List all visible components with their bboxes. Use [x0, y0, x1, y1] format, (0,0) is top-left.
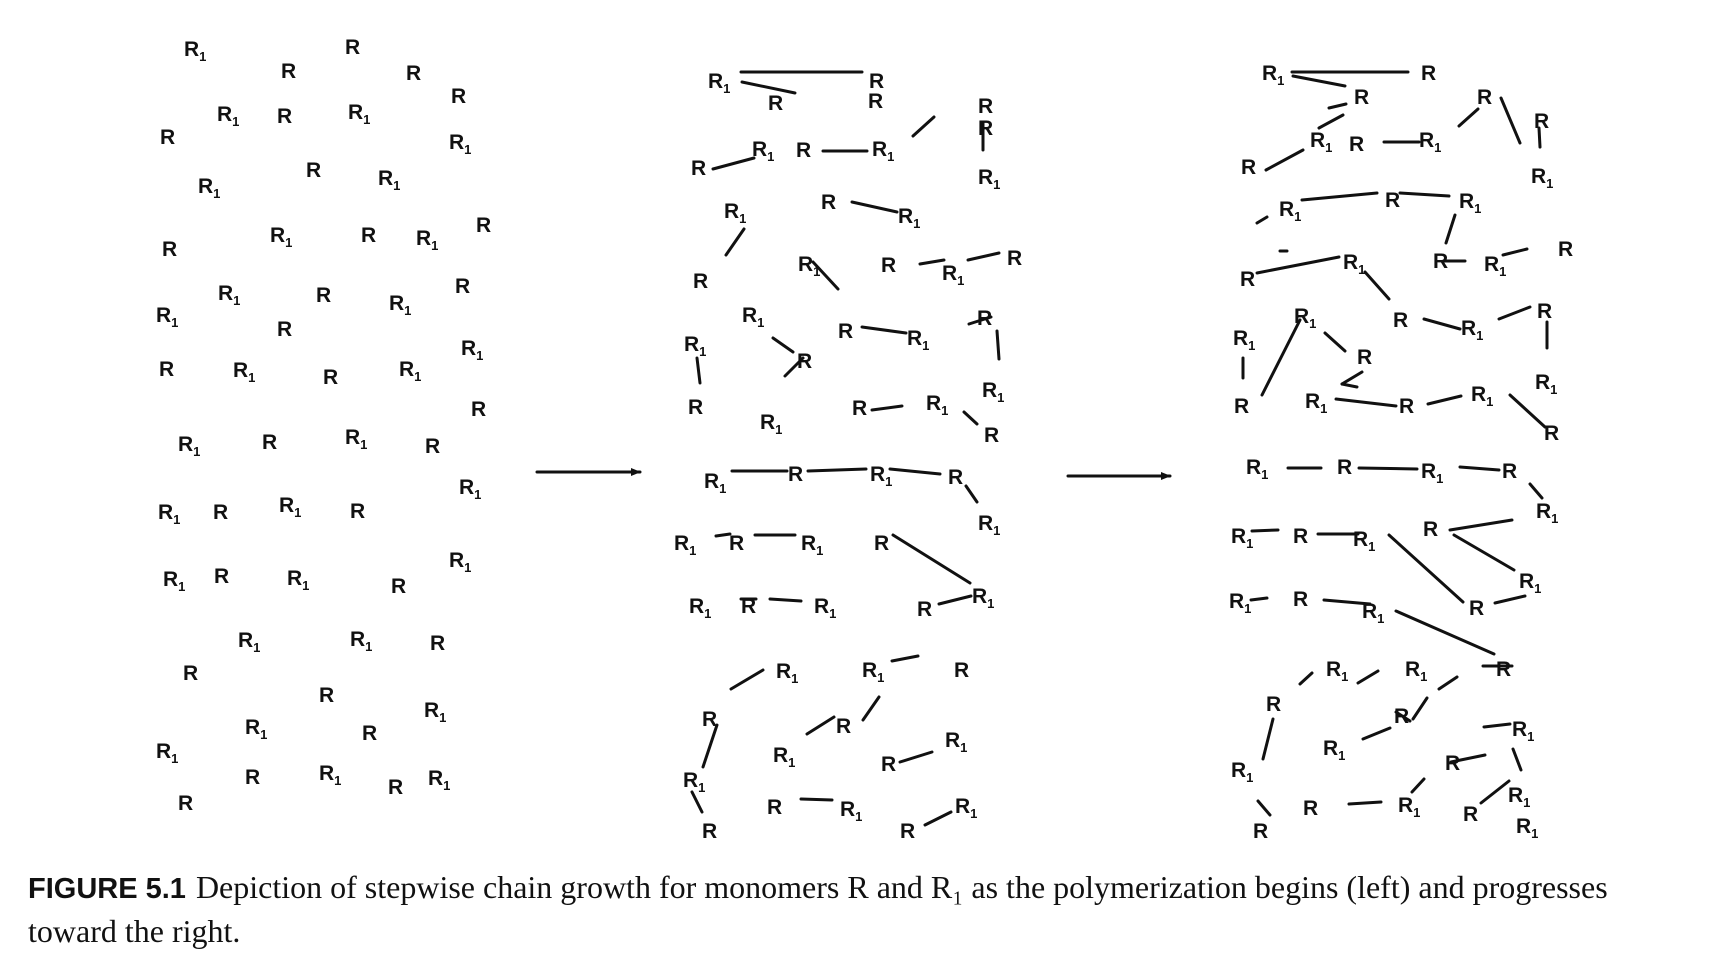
monomer-r-label: R	[350, 500, 366, 523]
bond-line	[773, 338, 793, 352]
bond-line	[939, 596, 971, 604]
monomer-r-label: R	[978, 95, 994, 118]
monomer-r-label: R	[262, 431, 278, 454]
bond-line	[731, 670, 763, 689]
bond-line	[1460, 467, 1499, 470]
monomer-r-label: R	[1534, 110, 1550, 133]
monomer-r1-label: $R_1$	[1461, 317, 1484, 343]
monomer-r-label: R	[455, 275, 471, 298]
monomer-r-label: R	[214, 565, 230, 588]
monomer-r-label: R	[1433, 250, 1449, 273]
monomer-r1-label: $R_1$	[955, 795, 978, 821]
monomer-r-label: R	[323, 366, 339, 389]
monomer-r1-label: $R_1$	[449, 131, 472, 157]
bond-line	[1252, 530, 1278, 531]
monomer-r1-label: $R_1$	[1362, 600, 1385, 626]
monomer-r1-label: $R_1$	[345, 426, 368, 452]
bond-line	[1251, 598, 1267, 600]
monomer-r-label: R	[306, 159, 322, 182]
caption-text: Depiction of stepwise chain growth for monomers R and R₁ as the polymerization begins (left) and progresses toward the right.	[28, 869, 1608, 949]
monomer-r-label: R	[691, 157, 707, 180]
monomer-r1-label: $R_1$	[945, 729, 968, 755]
monomer-r-label: R	[277, 105, 293, 128]
monomer-r-label: R	[1537, 300, 1553, 323]
monomer-r-label: R	[391, 575, 407, 598]
bond-line	[1450, 520, 1512, 530]
bond-line	[1389, 535, 1463, 602]
monomer-r-label: R	[1240, 268, 1256, 291]
monomer-r1-label: $R_1$	[724, 200, 747, 226]
monomer-r1-label: $R_1$	[178, 433, 201, 459]
monomer-r1-label: $R_1$	[424, 699, 447, 725]
monomer-r1-label: $R_1$	[1531, 165, 1554, 191]
bond-line	[807, 717, 834, 734]
monomer-r-label: R	[836, 715, 852, 738]
monomer-r1-label: $R_1$	[238, 629, 261, 655]
monomer-r1-label: $R_1$	[156, 304, 179, 330]
bond-line	[1258, 801, 1270, 815]
bond-line	[925, 812, 951, 825]
monomer-r1-label: $R_1$	[1279, 198, 1302, 224]
bond-line	[920, 260, 944, 264]
bond-line	[801, 799, 832, 800]
monomer-r-label: R	[361, 224, 377, 247]
bond-line	[1359, 468, 1417, 469]
monomer-r1-label: $R_1$	[942, 262, 965, 288]
bond-line	[716, 534, 730, 536]
panel-short-chains	[674, 70, 1022, 843]
bond-line	[964, 412, 977, 424]
bond-line	[1342, 372, 1362, 384]
monomer-r1-label: $R_1$	[926, 392, 949, 418]
bond-line	[1349, 802, 1381, 804]
monomer-r1-label: $R_1$	[1246, 456, 1269, 482]
monomer-r1-label: $R_1$	[776, 660, 799, 686]
bond-line	[913, 117, 934, 136]
monomer-r1-label: $R_1$	[674, 532, 697, 558]
bond-line	[1325, 333, 1345, 351]
bond-line	[1510, 395, 1545, 427]
monomer-r1-label: $R_1$	[198, 175, 221, 201]
bond-line	[892, 656, 918, 661]
monomer-r1-label: $R_1$	[1262, 62, 1285, 88]
monomer-r-label: R	[316, 284, 332, 307]
monomer-r1-label: $R_1$	[233, 359, 256, 385]
monomer-r1-label: $R_1$	[814, 595, 837, 621]
bond-line	[966, 486, 977, 502]
monomer-r-label: R	[1463, 803, 1479, 826]
bond-line	[968, 253, 999, 260]
bond-line	[1439, 677, 1457, 689]
monomer-r-label: R	[345, 36, 361, 59]
bond-line	[703, 725, 717, 767]
bond-line	[1481, 781, 1509, 803]
monomer-r-label: R	[406, 62, 422, 85]
bond-line	[1499, 307, 1530, 319]
monomer-r1-label: $R_1$	[245, 716, 268, 742]
monomer-r1-label: $R_1$	[416, 227, 439, 253]
monomer-r-label: R	[693, 270, 709, 293]
monomer-r-label: R	[1354, 86, 1370, 109]
monomer-r1-label: $R_1$	[982, 379, 1005, 405]
bond-line	[1302, 193, 1377, 200]
monomer-r1-label: $R_1$	[1343, 251, 1366, 277]
monomer-r-label: R	[1357, 346, 1373, 369]
bond-line	[997, 331, 999, 359]
monomer-r1-label: $R_1$	[217, 103, 240, 129]
monomer-r-label: R	[881, 254, 897, 277]
monomer-r-label: R	[821, 191, 837, 214]
monomer-r1-label: $R_1$	[742, 304, 765, 330]
monomer-r1-label: $R_1$	[1536, 500, 1559, 526]
monomer-r-label: R	[729, 532, 745, 555]
monomer-r1-label: $R_1$	[348, 101, 371, 127]
bond-line	[1428, 396, 1461, 404]
bond-line	[1319, 115, 1343, 128]
monomer-r1-label: $R_1$	[773, 744, 796, 770]
monomer-r-label: R	[476, 214, 492, 237]
bond-line	[1262, 320, 1300, 395]
monomer-r1-label: $R_1$	[862, 659, 885, 685]
monomer-r-label: R	[1253, 820, 1269, 843]
monomer-r1-label: $R_1$	[840, 798, 863, 824]
monomer-r1-label: $R_1$	[798, 253, 821, 279]
monomer-r-label: R	[797, 350, 813, 373]
monomer-r1-label: $R_1$	[1459, 190, 1482, 216]
monomer-r-label: R	[388, 776, 404, 799]
monomer-r1-label: $R_1$	[428, 767, 451, 793]
monomer-r-label: R	[1293, 525, 1309, 548]
monomer-r-label: R	[245, 766, 261, 789]
monomer-r1-label: $R_1$	[1535, 371, 1558, 397]
monomer-r-label: R	[1399, 395, 1415, 418]
monomer-r1-label: $R_1$	[378, 167, 401, 193]
monomer-r-label: R	[1445, 752, 1461, 775]
monomer-r1-label: $R_1$	[1294, 305, 1317, 331]
monomer-r-label: R	[1544, 422, 1560, 445]
monomer-r1-label: $R_1$	[1353, 528, 1376, 554]
monomer-r1-label: $R_1$	[1231, 759, 1254, 785]
monomer-r1-label: $R_1$	[978, 166, 1001, 192]
monomer-r-label: R	[796, 139, 812, 162]
monomer-r-label: R	[1385, 189, 1401, 212]
monomer-r-label: R	[1007, 247, 1023, 270]
monomer-r-label: R	[159, 358, 175, 381]
monomer-r-label: R	[1241, 156, 1257, 179]
monomer-r-label: R	[900, 820, 916, 843]
monomer-r1-label: $R_1$	[872, 138, 895, 164]
monomer-r1-label: $R_1$	[218, 282, 241, 308]
monomer-r-label: R	[1234, 395, 1250, 418]
monomer-r1-label: $R_1$	[1231, 525, 1254, 551]
monomer-r-label: R	[281, 60, 297, 83]
bond-line	[713, 158, 754, 169]
bond-line	[893, 535, 970, 583]
monomer-r-label: R	[160, 126, 176, 149]
monomer-r1-label: $R_1$	[1305, 390, 1328, 416]
monomer-r-label: R	[277, 318, 293, 341]
monomer-r1-label: $R_1$	[287, 567, 310, 593]
monomer-r1-label: $R_1$	[907, 327, 930, 353]
monomer-r1-label: $R_1$	[156, 740, 179, 766]
monomer-r1-label: $R_1$	[870, 463, 893, 489]
monomer-r-label: R	[984, 424, 1000, 447]
bond-line	[1424, 319, 1460, 329]
bond-line	[1454, 535, 1514, 570]
monomer-r1-label: $R_1$	[350, 628, 373, 654]
monomer-r-label: R	[1337, 456, 1353, 479]
bond-line	[726, 229, 744, 255]
monomer-r-label: R	[162, 238, 178, 261]
monomer-r-label: R	[471, 398, 487, 421]
monomer-r1-label: $R_1$	[1421, 460, 1444, 486]
monomer-r-label: R	[1349, 133, 1365, 156]
monomer-r-label: R	[1423, 518, 1439, 541]
monomer-r1-label: $R_1$	[1484, 253, 1507, 279]
bond-line	[862, 327, 906, 333]
bond-line	[900, 752, 932, 762]
bond-line	[1446, 215, 1455, 243]
monomer-r1-label: $R_1$	[184, 38, 207, 64]
monomer-r1-label: $R_1$	[1512, 718, 1535, 744]
bond-line	[1300, 673, 1312, 684]
bond-line	[1257, 257, 1339, 273]
monomer-r-label: R	[881, 753, 897, 776]
monomer-r1-label: $R_1$	[1405, 658, 1428, 684]
monomer-r-label: R	[1469, 597, 1485, 620]
monomer-r1-label: $R_1$	[158, 501, 181, 527]
monomer-r1-label: $R_1$	[389, 292, 412, 318]
monomer-r-label: R	[1502, 460, 1518, 483]
bond-line	[1342, 384, 1357, 387]
bond-line	[1263, 719, 1273, 759]
monomer-r-label: R	[852, 397, 868, 420]
monomer-r-label: R	[838, 320, 854, 343]
monomer-r1-label: $R_1$	[752, 138, 775, 164]
monomer-r-label: R	[425, 435, 441, 458]
monomer-r-label: R	[1394, 705, 1410, 728]
monomer-r1-label: $R_1$	[163, 568, 186, 594]
monomer-r-label: R	[767, 796, 783, 819]
monomer-r1-label: $R_1$	[708, 70, 731, 96]
bond-line	[697, 358, 700, 383]
panel-initial-monomers	[156, 36, 491, 815]
monomer-r-label: R	[1421, 62, 1437, 85]
bond-line	[890, 469, 940, 474]
bond-line	[1459, 109, 1478, 126]
monomer-r1-label: $R_1$	[683, 769, 706, 795]
monomer-r1-label: $R_1$	[1229, 590, 1252, 616]
monomer-r1-label: $R_1$	[1419, 129, 1442, 155]
bond-line	[1358, 671, 1378, 683]
bond-line	[1530, 484, 1542, 498]
bond-line	[692, 792, 702, 812]
monomer-r-label: R	[948, 466, 964, 489]
figure-caption	[28, 866, 1698, 952]
monomer-r-label: R	[178, 792, 194, 815]
bond-line	[1503, 249, 1527, 255]
monomer-r1-label: $R_1$	[399, 358, 422, 384]
monomer-r1-label: $R_1$	[972, 585, 995, 611]
monomer-r1-label: $R_1$	[978, 512, 1001, 538]
bond-line	[863, 697, 879, 720]
monomer-r-label: R	[788, 463, 804, 486]
monomer-r-label: R	[869, 70, 885, 93]
monomer-r-label: R	[741, 595, 757, 618]
monomer-r-label: R	[1496, 658, 1512, 681]
monomer-r-label: R	[702, 820, 718, 843]
bond-line	[1400, 193, 1449, 196]
monomer-r-label: R	[1393, 309, 1409, 332]
monomer-r1-label: $R_1$	[1516, 815, 1539, 841]
monomer-r-label: R	[1266, 693, 1282, 716]
monomer-r-label: R	[977, 307, 993, 330]
monomer-r1-label: $R_1$	[279, 494, 302, 520]
monomer-r1-label: $R_1$	[898, 205, 921, 231]
bond-line	[808, 469, 866, 471]
monomer-r1-label: $R_1$	[1323, 737, 1346, 763]
monomer-r1-label: $R_1$	[1519, 570, 1542, 596]
monomer-r1-label: $R_1$	[449, 549, 472, 575]
monomer-r-label: R	[183, 662, 199, 685]
monomer-r-label: R	[702, 708, 718, 731]
monomer-r1-label: $R_1$	[459, 476, 482, 502]
bond-line	[1266, 150, 1303, 170]
monomer-r1-label: $R_1$	[760, 411, 783, 437]
monomer-r1-label: $R_1$	[684, 333, 707, 359]
monomer-r-label: R	[688, 396, 704, 419]
monomer-r-label: R	[451, 85, 467, 108]
bond-line	[1484, 724, 1510, 727]
panel-longer-chains	[1229, 62, 1573, 843]
monomer-r1-label: $R_1$	[704, 470, 727, 496]
bond-line	[1329, 104, 1346, 108]
monomer-r-label: R	[1558, 238, 1574, 261]
bond-line	[1257, 217, 1267, 223]
monomer-r-label: R	[430, 632, 446, 655]
monomer-r-label: R	[874, 532, 890, 555]
monomer-r1-label: $R_1$	[461, 337, 484, 363]
monomer-r-label: R	[868, 90, 884, 113]
monomer-r-label: R	[978, 117, 994, 140]
monomer-r-label: R	[319, 684, 335, 707]
monomer-r1-label: $R_1$	[1471, 383, 1494, 409]
bond-line	[1412, 779, 1424, 792]
bond-line	[1365, 272, 1389, 299]
bond-line	[1336, 399, 1396, 406]
monomer-r-label: R	[1477, 86, 1493, 109]
monomer-r1-label: $R_1$	[270, 224, 293, 250]
caption-label: FIGURE 5.1	[28, 873, 186, 905]
bond-line	[1501, 98, 1520, 143]
monomer-r-label: R	[1293, 588, 1309, 611]
bond-line	[770, 599, 801, 601]
bond-line	[1413, 698, 1427, 719]
monomer-r1-label: $R_1$	[801, 532, 824, 558]
bond-line	[872, 406, 902, 410]
bond-line	[1513, 749, 1521, 770]
monomer-r-label: R	[1303, 797, 1319, 820]
monomer-r-label: R	[362, 722, 378, 745]
bond-line	[852, 202, 897, 212]
monomer-r1-label: $R_1$	[689, 595, 712, 621]
monomer-r1-label: $R_1$	[319, 762, 342, 788]
monomer-r-label: R	[768, 92, 784, 115]
bond-line	[1363, 728, 1390, 739]
monomer-r-label: R	[917, 598, 933, 621]
monomer-r1-label: $R_1$	[1310, 129, 1333, 155]
monomer-r1-label: $R_1$	[1508, 784, 1531, 810]
monomer-r1-label: $R_1$	[1398, 794, 1421, 820]
monomer-r1-label: $R_1$	[1326, 658, 1349, 684]
monomer-r1-label: $R_1$	[1233, 327, 1256, 353]
bond-line	[1293, 76, 1345, 86]
bond-line	[1495, 596, 1525, 603]
monomer-r-label: R	[954, 659, 970, 682]
monomer-r-label: R	[213, 501, 229, 524]
